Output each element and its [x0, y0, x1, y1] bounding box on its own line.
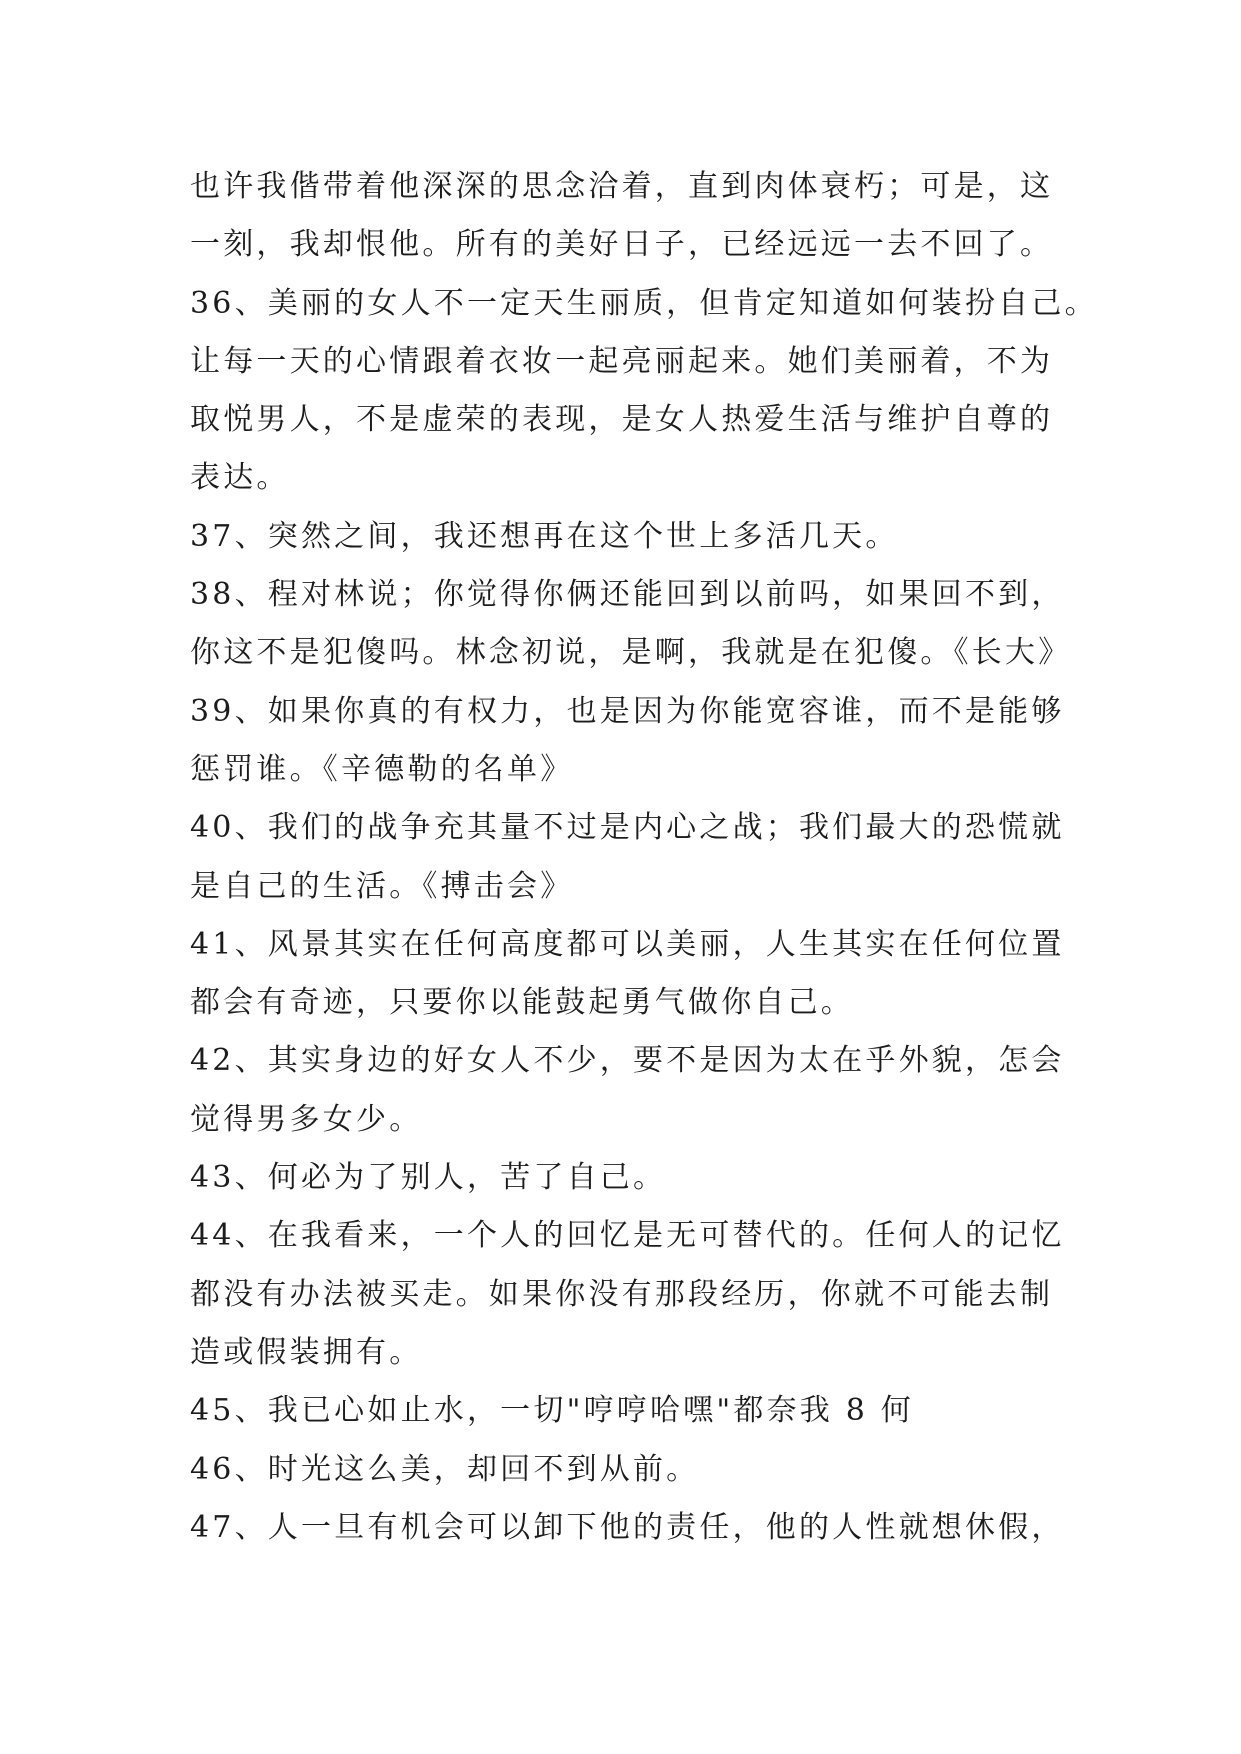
text-line: 让每一天的心情跟着衣妆一起亮丽起来。她们美丽着，不为 [190, 343, 1054, 379]
text-line: 40、我们的战争充其量不过是内心之战；我们最大的恐慌就 [190, 810, 1065, 846]
text-line: 都会有奇迹，只要你以能鼓起勇气做你自己。 [190, 985, 854, 1021]
document-body [190, 158, 1098, 1557]
text-line: 造或假装拥有。 [190, 1334, 423, 1370]
text-line: 一刻，我却恨他。所有的美好日子，已经远远一去不回了。 [190, 227, 1054, 263]
text-line: 你这不是犯傻吗。林念初说，是啊，我就是在犯傻。《长大》 [190, 635, 1072, 671]
text-line: 41、风景其实在任何高度都可以美丽，人生其实在任何位置 [190, 926, 1065, 962]
text-line: 38、程对林说；你觉得你俩还能回到以前吗，如果回不到， [190, 577, 1065, 613]
text-line: 惩罚谁。《辛德勒的名单》 [190, 751, 574, 787]
text-line: 是自己的生活。《搏击会》 [190, 868, 574, 904]
text-line: 43、何必为了别人，苦了自己。 [190, 1160, 667, 1196]
text-line: 42、其实身边的好女人不少，要不是因为太在乎外貌，怎会 [190, 1043, 1065, 1079]
text-line: 47、人一旦有机会可以卸下他的责任，他的人性就想休假， [190, 1509, 1065, 1545]
text-line: 也许我偕带着他深深的思念洽着，直到肉体衰朽；可是，这 [190, 169, 1054, 204]
text-line: 36、美丽的女人不一定天生丽质，但肯定知道如何装扮自己。 [190, 285, 1098, 321]
text-line: 46、时光这么美，却回不到从前。 [190, 1451, 700, 1487]
text-line: 表达。 [190, 460, 290, 496]
text-line: 都没有办法被买走。如果你没有那段经历，你就不可能去制 [190, 1276, 1054, 1312]
text-line: 37、突然之间，我还想再在这个世上多活几天。 [190, 518, 899, 554]
text-line: 取悦男人，不是虚荣的表现，是女人热爱生活与维护自尊的 [190, 402, 1054, 438]
text-line: 44、在我看来，一个人的回忆是无可替代的。任何人的记忆 [190, 1218, 1065, 1254]
text-line: 45、我已心如止水，一切"哼哼哈嘿"都奈我 8 何 [190, 1393, 914, 1429]
text-line: 觉得男多女少。 [190, 1101, 423, 1137]
text-line: 39、如果你真的有权力，也是因为你能宽容谁，而不是能够 [190, 693, 1065, 729]
